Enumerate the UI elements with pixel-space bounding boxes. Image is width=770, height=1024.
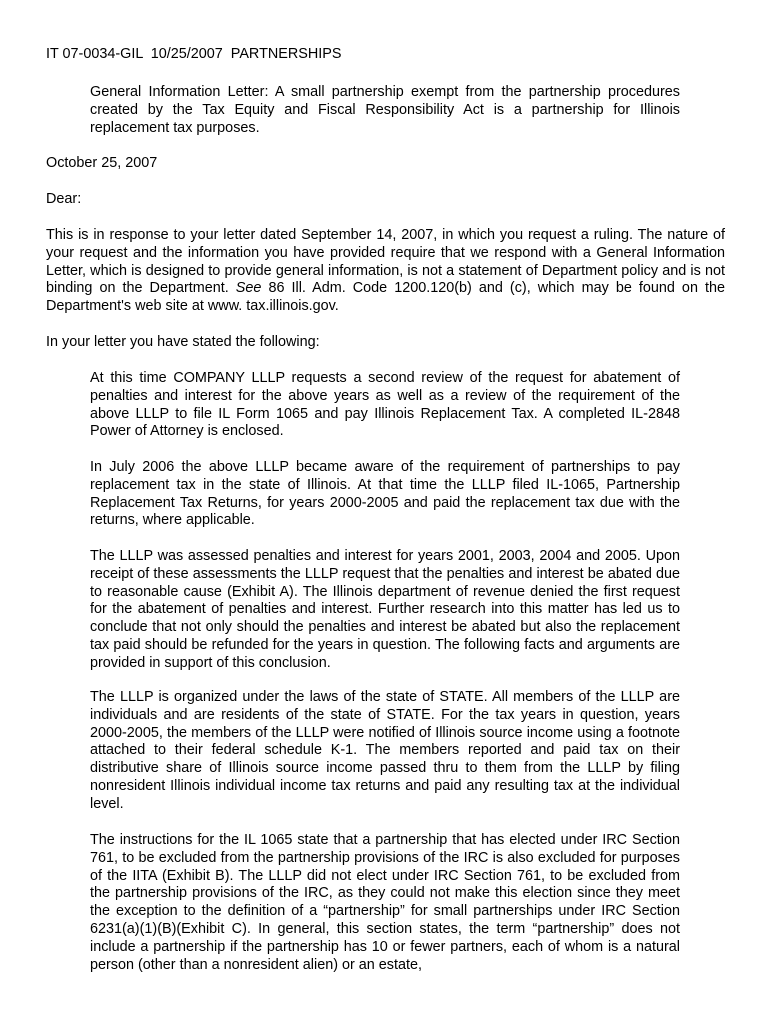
quoted-paragraph: The instructions for the IL 1065 state that a partnership that has elected under IRC Section 761, to be excluded from the partnership provisions of the IRC is also excluded for purposes of the IITA (Exhibit B). The LLLP did not elect under IRC Section 761, to be excluded from the partnership provisions of the IRC, as they could not make this election since they meet the exception to the definition of a “partnership” for small partnerships under IRC Section 6231(a)(1)(B)(Exhibit C). In general, this section states, the term “partnership” does not include a partnership if the partnership has 10 or fewer partners, each of whom is a natural person (other than a nonresident alien) or an estate, — [90, 832, 680, 973]
summary-block: General Information Letter: A small partnership exempt from the partnership procedures created by the Tax Equity and Fiscal Responsibility Act is a partnership for Illinois replacement tax purposes. — [90, 84, 680, 136]
intro-text-before: This is in response to your letter dated September 14, 2007, in which you request a ruling. The nature of your request and the information you have provided require that we respond with a General Information Letter, which is designed to provide general information, is not a statement of Department policy and is not binding on the Department. — [46, 227, 725, 297]
quoted-paragraph: The LLLP is organized under the laws of the state of STATE. All members of the LLLP are individuals and are residents of the state of STATE. For the tax years in question, years 2000-2005, the members of the LLLP were notified of Illinois source income using a footnote attached to their federal schedule K-1. The members reported and paid tax on their distributive share of Illinois source income passed thru to them from the LLLP by filing nonresident Illinois individual income tax returns and paid any resulting tax at the individual level. — [90, 689, 680, 812]
quoted-paragraph: In July 2006 the above LLLP became aware of the requirement of partnerships to pay replacement tax in the state of Illinois. At that time the LLLP filed IL-1065, Partnership Replacement Tax Returns, for years 2000-2005 and paid the replacement tax due with the returns, where applicable. — [90, 459, 680, 529]
quoted-paragraph: At this time COMPANY LLLP requests a second review of the request for abatement of penalties and interest for the above years as well as a review of the requirement of the above LLLP to file IL Form 1065 and pay Illinois Replacement Tax. A completed IL-2848 Power of Attorney is enclosed. — [90, 370, 680, 440]
see-citation: See — [235, 280, 262, 297]
statement-intro: In your letter you have stated the following: — [46, 334, 320, 350]
letter-date: October 25, 2007 — [46, 155, 158, 171]
intro-paragraph — [46, 227, 725, 316]
quoted-paragraph: The LLLP was assessed penalties and interest for years 2001, 2003, 2004 and 2005. Upon receipt of these assessments the LLLP request that the penalties and interest be abated due to reasonable cause (Exhibit A). The Illinois department of revenue denied the first request for the abatement of penalties and interest. Further research into this matter has led us to conclude that not only should the penalties and interest be abated but also the replacement tax paid should be refunded for the years in question. The following facts and arguments are provided in support of this conclusion. — [90, 548, 680, 671]
salutation: Dear: — [46, 191, 82, 207]
intro-text-after: 86 Ill. Adm. Code 1200.120(b) and (c), which may be found on the Department's web site at www. tax.illinois.gov. — [46, 280, 725, 315]
document-header: IT 07-0034-GIL 10/25/2007 PARTNERSHIPS — [46, 46, 342, 62]
